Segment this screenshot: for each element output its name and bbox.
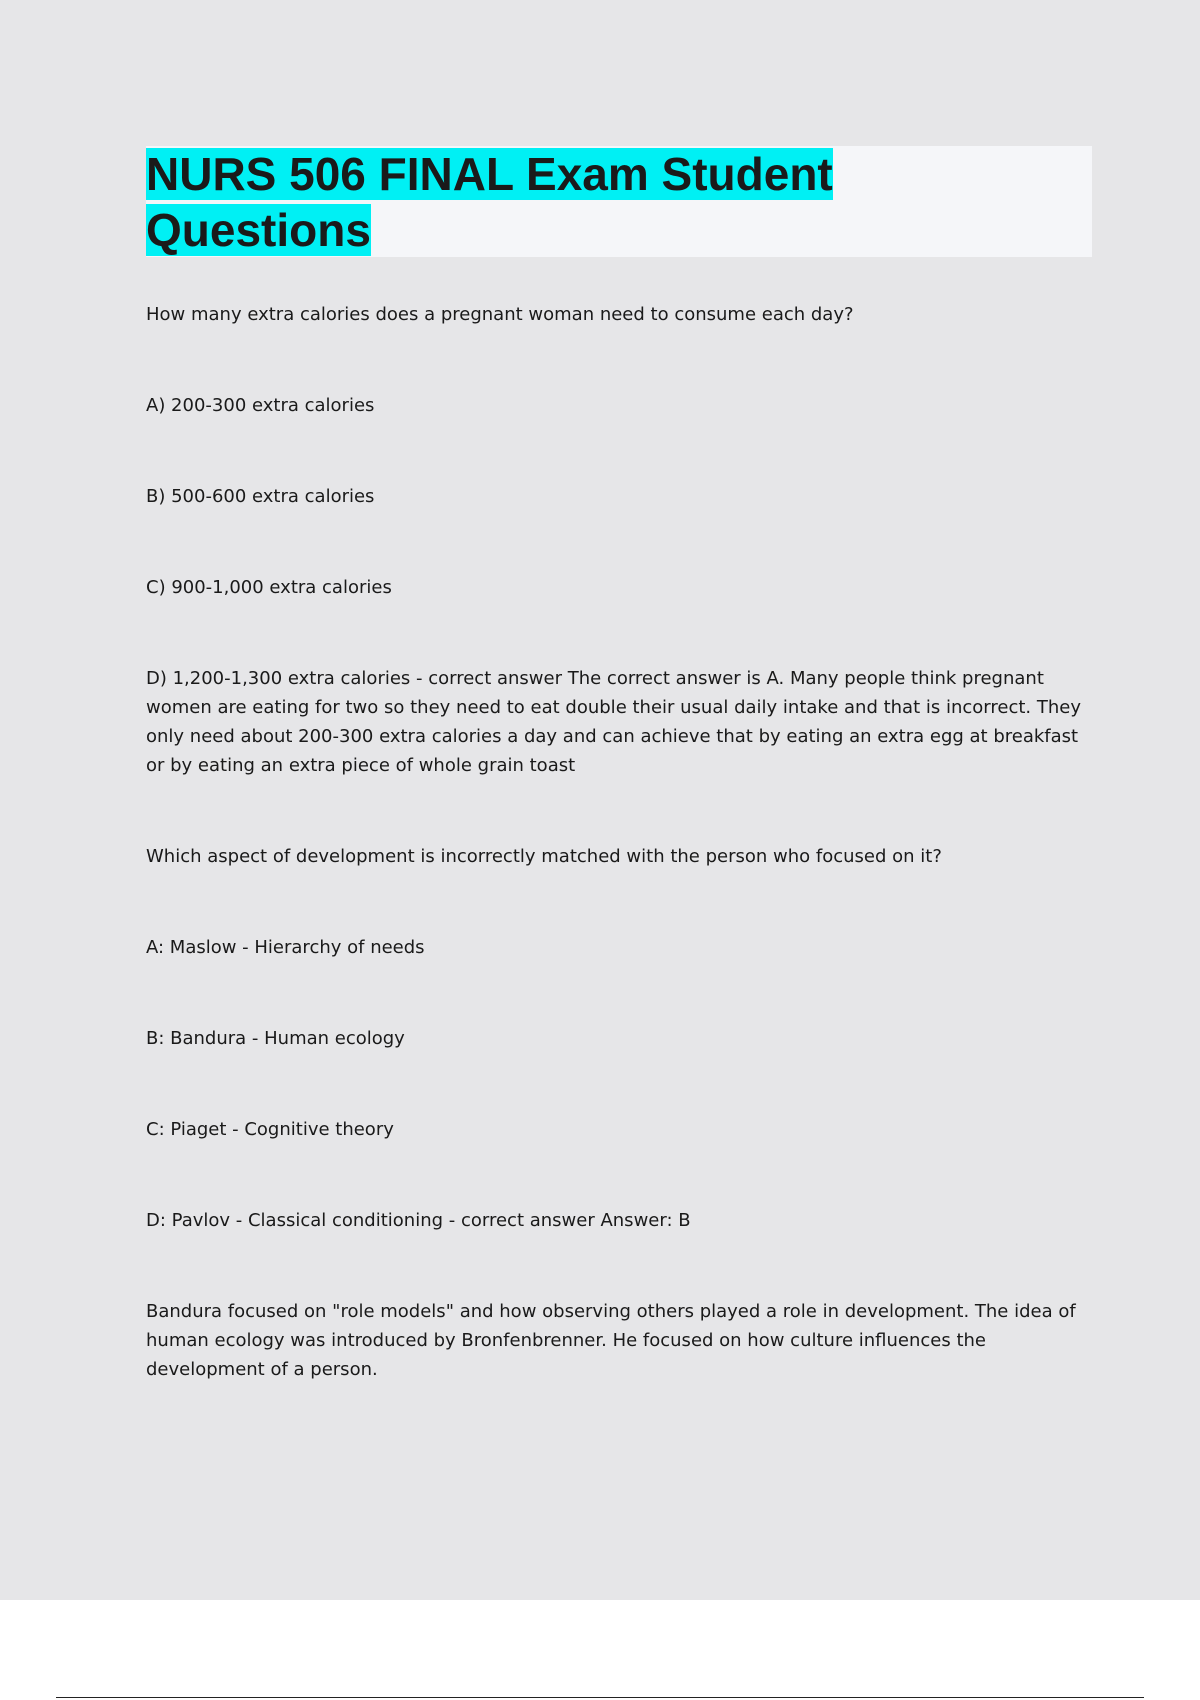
question-2-explanation: Bandura focused on "role models" and how observing others played a role in development. The idea of human ecology was introduced by Bronfenbrenner. He focused on how culture influences the development of a person.	[146, 1301, 1076, 1380]
document-body	[146, 300, 1092, 1384]
question-2-option-c: C: Piaget - Cognitive theory	[146, 1119, 394, 1140]
document-title	[146, 146, 906, 258]
question-2-option-d-answer: D: Pavlov - Classical conditioning - correct answer Answer: B	[146, 1210, 691, 1231]
footer-divider	[56, 1697, 1144, 1698]
question-2-option-a: A: Maslow - Hierarchy of needs	[146, 937, 425, 958]
question-2-prompt: Which aspect of development is incorrectly matched with the person who focused on it?	[146, 846, 942, 867]
question-1-option-a: A) 200-300 extra calories	[146, 395, 375, 416]
question-1-prompt: How many extra calories does a pregnant woman need to consume each day?	[146, 304, 854, 325]
page-footer	[0, 1600, 1200, 1700]
title-highlight: NURS 506 FINAL Exam Student Questions	[146, 148, 833, 256]
question-2-option-b: B: Bandura - Human ecology	[146, 1028, 405, 1049]
question-1-option-d-answer: D) 1,200-1,300 extra calories - correct answer The correct answer is A. Many people think pregnant women are eating for two so they need to eat double their usual daily intake and that is incorrect. They only need about 200-300 extra calories a day and can achieve that by eating an extra egg at breakfast or by eating an extra piece of whole grain toast	[146, 668, 1081, 776]
question-1-option-b: B) 500-600 extra calories	[146, 486, 375, 507]
question-1-option-c: C) 900-1,000 extra calories	[146, 577, 392, 598]
